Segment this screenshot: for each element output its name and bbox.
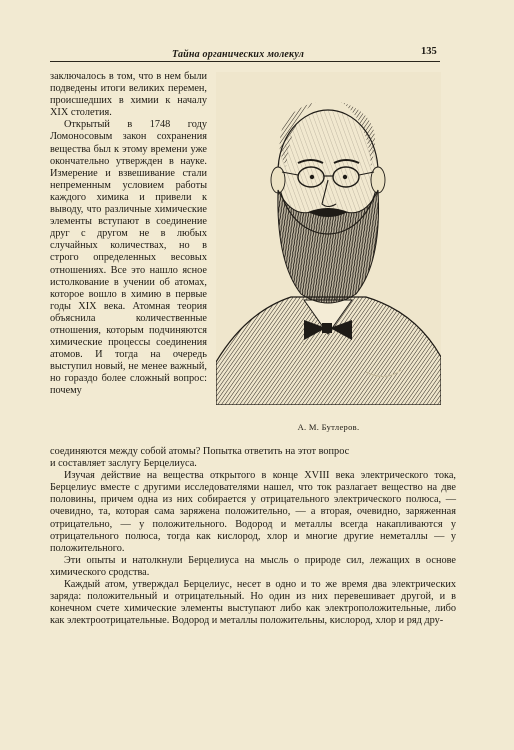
figure-caption: А. М. Бутлеров. — [297, 422, 360, 432]
paragraph: Изучая действие на вещества открытого в конце XVIII века электрического тока, Берцелиус вместе с другими исследователями нашел, что ток разлагает вещество на две половины, причем одна из них собирается у отрицательного электрического полюса, — очевидно, та, которая сама заряжена положительно, — а вторая, очевидно, заряженная отрицательно, — у положительного. Водород и металлы всегда накапливаются у отрицательного полюса, тогда как кислород, хлор и многие другие неметаллы — у положительного. — [50, 470, 456, 554]
page-number: 135 — [421, 46, 437, 57]
paragraph: Эти опыты и натолкнули Берцелиуса на мысль о природе сил, лежащих в основе химического сродства. — [50, 554, 456, 578]
full-width-text — [50, 446, 456, 627]
header-rule — [50, 61, 440, 62]
text-fragment: соединяются между собой атомы? — [50, 446, 201, 457]
running-header: Тайна органических молекул — [172, 49, 305, 60]
paragraph: заключалось в том, что в нем были подведены итоги великих перемен, происшедших в химии к началу XIX столетия. — [50, 71, 207, 119]
paragraph: Каждый атом, утверждал Берцелиус, несет в одно и то же время два электрических заряда: положительный и отрицательный. Но один из них перевешивает другой, и в конечном счете химические элементы выступают либо как электроположительные, либо как электроотрицательные. Водород и металлы положительны, кислород, хлор и ряд дру- — [50, 579, 456, 627]
text-fragment: Попытка ответить на этот вопрос — [202, 446, 350, 457]
portrait-engraving — [216, 72, 441, 405]
text-line — [50, 446, 456, 458]
paragraph: Открытый в 1748 году Ломоносовым закон сохранения вещества был к этому времени уже окончательно утвержден в науке. Измерение и взвешивание стали непременным условием работы каждого химика и привели к выводу, что различные химические элементы вступают в соединение друг с другом не в любых случайных количествах, но в строго определенных весовых отношениях. Все это нашло ясное истолкование в учении об атомах, которое вошло в химию в первые годы XIX века. Атомная теория объяснила количественные отношения, которым подчиняются химические процессы соединения атомов. И тогда на очередь выступил новый, не менее важный, но гораздо более сложный вопрос: почему — [50, 119, 207, 397]
text-line: и составляет заслугу Берцелиуса. — [50, 458, 197, 470]
left-column-text — [50, 71, 207, 398]
